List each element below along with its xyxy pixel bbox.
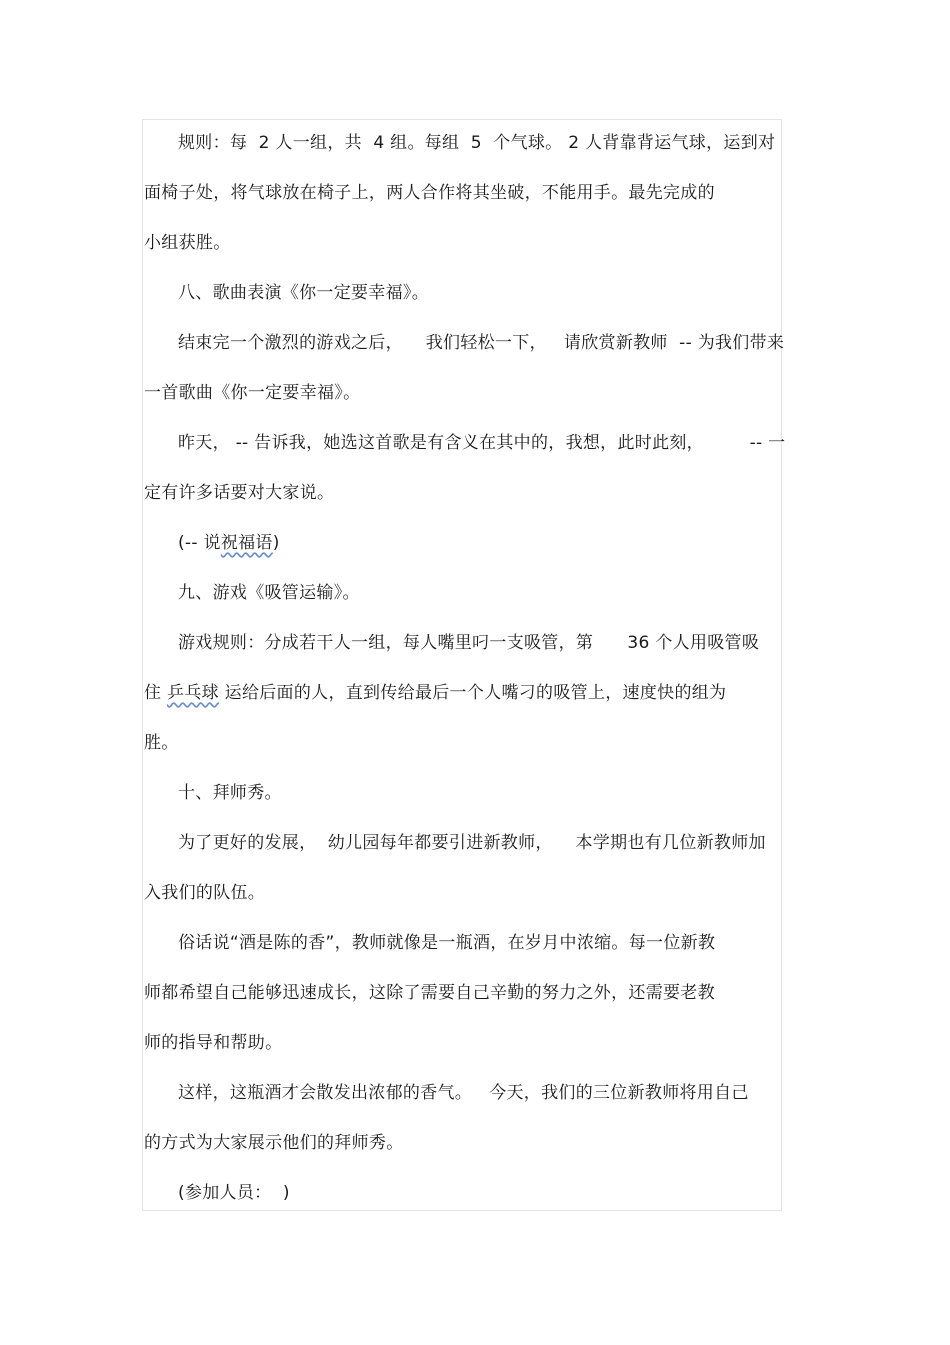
text-segment: ) [272,533,280,553]
section-heading: 九、游戏《吸管运输》。 [178,583,360,603]
text-line: 一首歌曲《你一定要幸福》。 [144,383,361,403]
text-line: 的方式为大家展示他们的拜师秀。 [144,1133,404,1153]
text-segment: (-- 说 [178,533,221,553]
text-line [144,682,726,704]
text-line: 面椅子处，将气球放在椅子上，两人合作将其坐破，不能用手。最先完成的 [144,183,715,203]
text-line [178,532,280,554]
text-line: 入我们的队伍。 [144,883,266,903]
text-line: 胜。 [144,733,179,753]
text-line: 师都希望自己能够迅速成长，这除了需要自己辛勤的努力之外，还需要老教 [144,983,715,1003]
text-line: 规则：每 2 人一组，共 4 组。每组 5 个气球。 2 人背靠背运气球，运到对 [178,133,776,153]
text-line: 师的指导和帮助。 [144,1033,283,1053]
text-line: 游戏规则：分成若干人一组，每人嘴里叼一支吸管，第 36 个人用吸管吸 [178,633,760,653]
text-line: 为了更好的发展， 幼儿园每年都要引进新教师， 本学期也有几位新教师加 [178,833,766,853]
text-segment: 住 [144,683,162,703]
text-segment: 运给后面的人，直到传给最后一个人嘴刁的吸管上，速度快的组为 [224,683,727,703]
spellcheck-underlined-word: 乒乓球 [167,683,219,703]
text-line: 昨天， -- 告诉我，她选这首歌是有含义在其中的，我想，此时此刻， -- 一 [178,433,786,453]
text-line: 这样，这瓶酒才会散发出浓郁的香气。 今天，我们的三位新教师将用自己 [178,1083,749,1103]
text-line: 定有许多话要对大家说。 [144,483,335,503]
text-line: 结束完一个激烈的游戏之后， 我们轻松一下， 请欣赏新教师 -- 为我们带来 [178,333,785,353]
section-heading: 十、拜师秀。 [178,783,282,803]
text-line: (参加人员： ) [178,1183,290,1203]
text-line: 俗话说“酒是陈的香”，教师就像是一瓶酒，在岁月中浓缩。每一位新教 [178,933,716,953]
spellcheck-underlined-word: 祝福语 [220,533,273,553]
text-line: 小组获胜。 [144,233,231,253]
section-heading: 八、歌曲表演《你一定要幸福》。 [178,283,429,303]
